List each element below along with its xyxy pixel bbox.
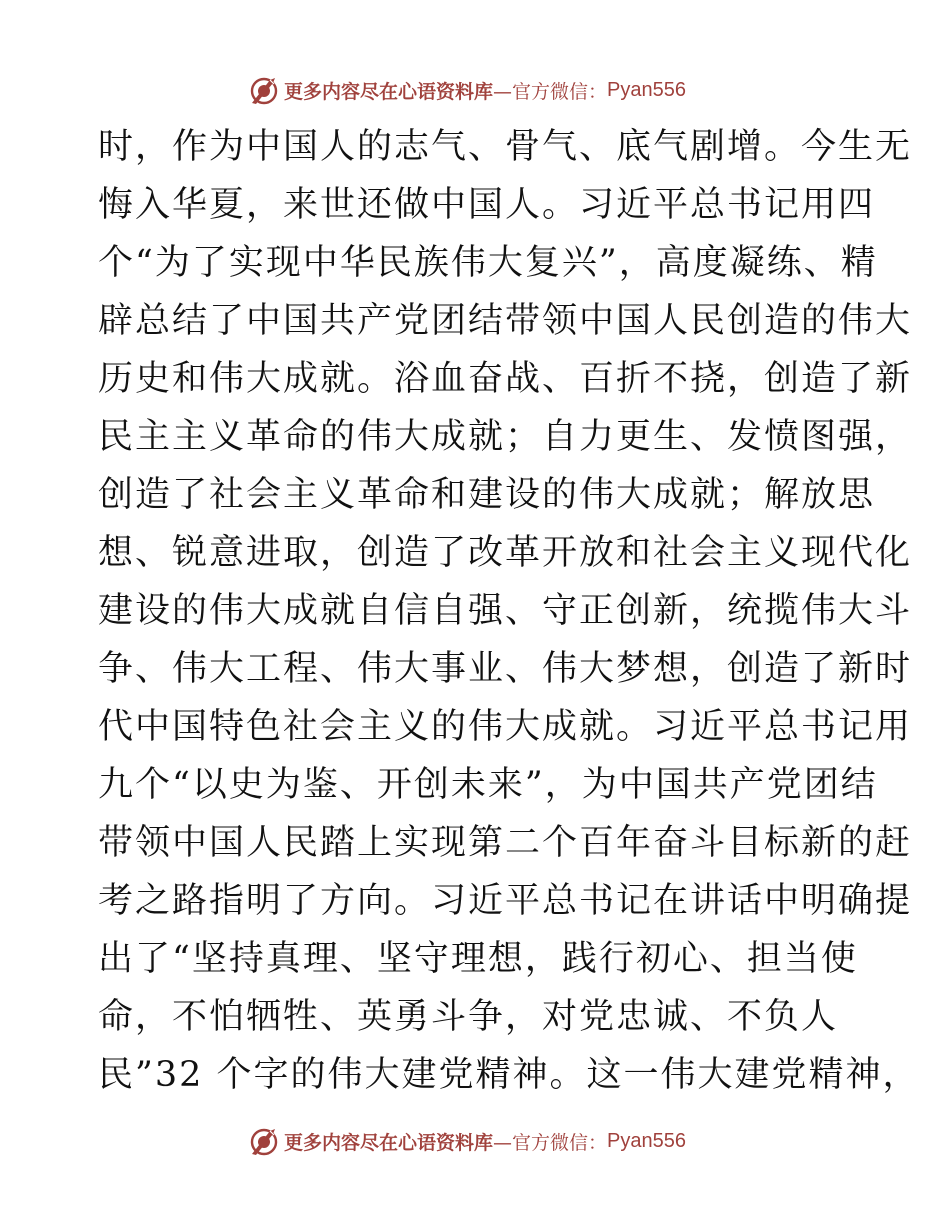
watermark-separator: —官方微信：: [493, 80, 608, 103]
body-line: 争、伟大工程、伟大事业、伟大梦想，创造了新时: [98, 649, 913, 689]
body-line: 出了“坚持真理、坚守理想，践行初心、担当使: [98, 939, 858, 979]
body-line: 民主主义革命的伟大成就；自力更生、发愤图强，: [98, 417, 913, 457]
footer-watermark: [0, 1124, 950, 1158]
body-line: 悔入华夏，来世还做中国人。习近平总书记用四: [98, 185, 876, 225]
body-line: 创造了社会主义革命和建设的伟大成就；解放思: [98, 475, 876, 515]
header-watermark: [0, 73, 950, 107]
body-line: 考之路指明了方向。习近平总书记在讲话中明确提: [98, 881, 913, 921]
watermark-handle: Pyan556: [607, 1129, 686, 1152]
body-line: 建设的伟大成就自信自强、守正创新，统揽伟大斗: [98, 591, 913, 631]
watermark-separator: —官方微信：: [493, 1131, 608, 1154]
body-line: 时，作为中国人的志气、骨气、底气剧增。今生无: [98, 127, 913, 167]
watermark-text: 更多内容尽在心语资料库: [284, 1131, 494, 1154]
body-line: 个“为了实现中华民族伟大复兴”，高度凝练、精: [98, 243, 878, 283]
body-line: 辟总结了中国共产党团结带领中国人民创造的伟大: [98, 301, 913, 341]
pen-logo-icon: [248, 74, 280, 106]
body-line: 命，不怕牺牲、英勇斗争，对党忠诚、不负人: [98, 997, 839, 1037]
pen-logo-icon: [248, 1125, 280, 1157]
body-line: 代中国特色社会主义的伟大成就。习近平总书记用: [98, 707, 913, 747]
body-line: 民”32 个字的伟大建党精神。这一伟大建党精神，: [98, 1055, 920, 1095]
document-body: [98, 118, 920, 1104]
watermark-handle: Pyan556: [607, 78, 686, 101]
body-line: 历史和伟大成就。浴血奋战、百折不挠，创造了新: [98, 359, 913, 399]
body-line: 九个“以史为鉴、开创未来”，为中国共产党团结: [98, 765, 878, 805]
watermark-text: 更多内容尽在心语资料库: [284, 80, 494, 103]
body-line: 想、锐意进取，创造了改革开放和社会主义现代化: [98, 533, 913, 573]
body-line: 带领中国人民踏上实现第二个百年奋斗目标新的赶: [98, 823, 913, 863]
